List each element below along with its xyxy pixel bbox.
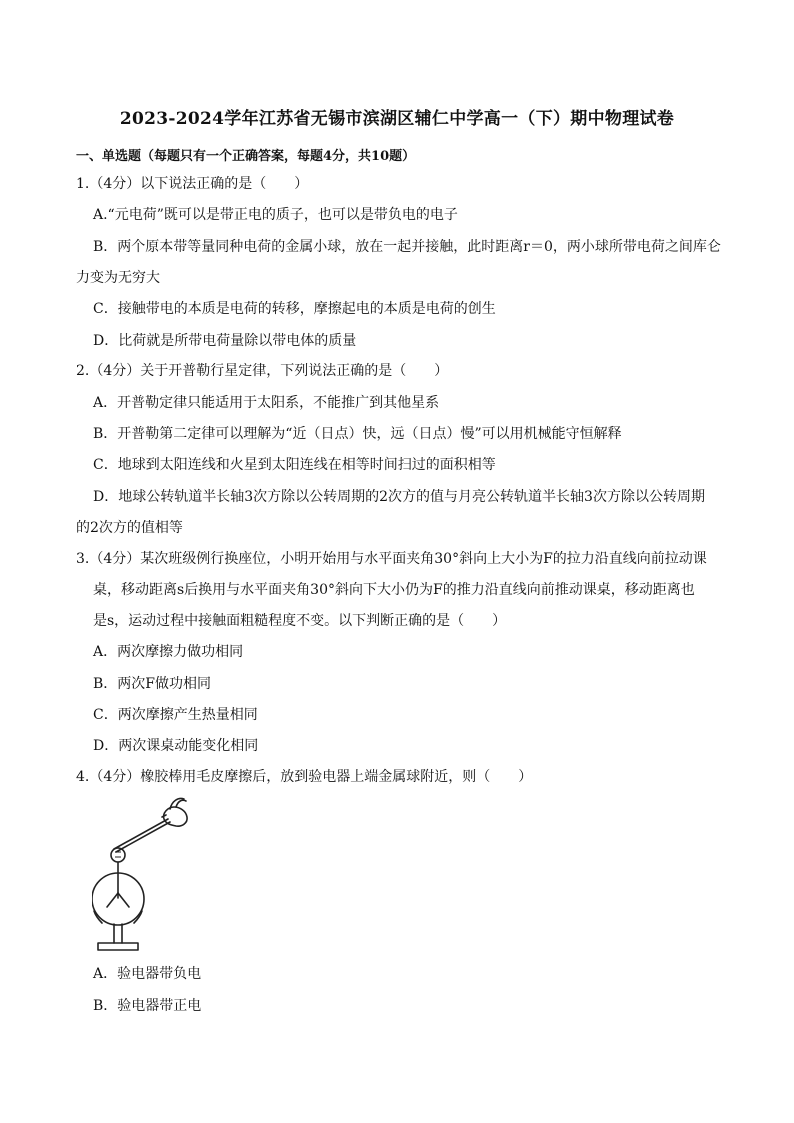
question-1-option-d: D．比荷就是所带电荷量除以带电体的质量: [93, 333, 357, 349]
question-3-option-b: B．两次F做功相同: [93, 676, 212, 692]
question-2-option-c: C．地球到太阳连线和火星到太阳连线在相等时间扫过的面积相等: [93, 457, 496, 473]
question-2-option-d: D．地球公转轨道半长轴3次方除以公转周期的2次方的值与月亮公转轨道半长轴3次方除以公转周期: [93, 489, 705, 505]
electroscope-figure: [92, 793, 192, 955]
question-3-stem-line-3: 是s，运动过程中接触面粗糙程度不变。以下判断正确的是（ ）: [93, 613, 507, 629]
question-2-stem: 2.（4分）关于开普勒行星定律，下列说法正确的是（ ）: [76, 363, 449, 379]
question-2-option-a: A．开普勒定律只能适用于太阳系，不能推广到其他星系: [93, 395, 440, 411]
question-2-option-b: B．开普勒第二定律可以理解为“近（日点）快，远（日点）慢”可以用机械能守恒解释: [93, 426, 622, 442]
question-4-option-b: B．验电器带正电: [93, 998, 202, 1014]
question-3-stem-line-1: 3.（4分）某次班级例行换座位，小明开始用与水平面夹角30°斜向上大小为F的拉力沿直线向前拉动课: [76, 551, 707, 567]
question-4-option-a: A．验电器带负电: [93, 966, 202, 982]
section-heading: 一、单选题（每题只有一个正确答案，每题4分，共10题）: [76, 149, 416, 164]
question-2-option-d-cont: 的2次方的值相等: [76, 520, 183, 536]
question-1-stem: 1.（4分）以下说法正确的是（ ）: [76, 176, 309, 192]
question-1-option-b: B．两个原本带等量同种电荷的金属小球，放在一起并接触，此时距离r＝0，两小球所带电荷之间库仑: [93, 239, 721, 255]
question-4-stem: 4.（4分）橡胶棒用毛皮摩擦后，放到验电器上端金属球附近，则（ ）: [76, 769, 533, 785]
question-1-option-c: C．接触带电的本质是电荷的转移，摩擦起电的本质是电荷的创生: [93, 301, 496, 317]
question-3-option-a: A．两次摩擦力做功相同: [93, 644, 244, 660]
question-1-option-b-cont: 力变为无穷大: [76, 270, 160, 286]
question-3-option-c: C．两次摩擦产生热量相同: [93, 707, 258, 723]
page-title: 2023-2024学年江苏省无锡市滨湖区辅仁中学高一（下）期中物理试卷: [119, 109, 675, 129]
question-3-stem-line-2: 桌，移动距离s后换用与水平面夹角30°斜向下大小仍为F的推力沿直线向前推动课桌，移动距离也: [93, 582, 695, 598]
question-3-option-d: D．两次课桌动能变化相同: [93, 738, 259, 754]
question-1-option-a: A.“元电荷”既可以是带正电的质子，也可以是带负电的电子: [93, 207, 458, 223]
electroscope-icon: [92, 793, 192, 955]
